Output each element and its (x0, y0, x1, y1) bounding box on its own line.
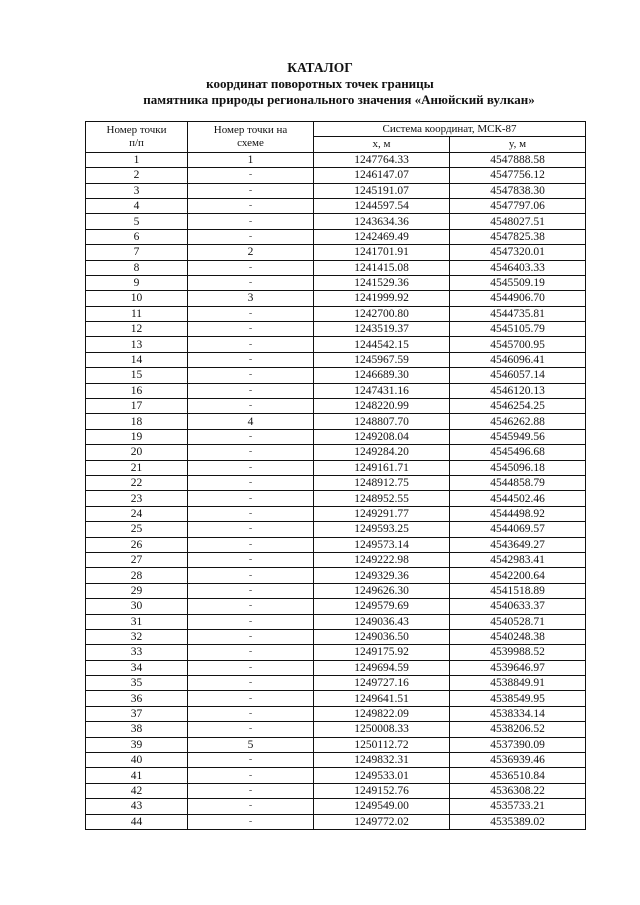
header-scheme-number-line1: Номер точки на (213, 123, 288, 136)
cell-x: 1249329.36 (314, 568, 450, 583)
cell-scheme-number: - (188, 599, 314, 614)
table-row (86, 460, 586, 475)
coordinates-table (85, 121, 586, 830)
cell-y: 4538549.95 (450, 691, 586, 706)
cell-x: 1249832.31 (314, 753, 450, 768)
cell-point-number: 19 (86, 429, 188, 444)
cell-scheme-number: - (188, 660, 314, 675)
cell-scheme-number: - (188, 168, 314, 183)
cell-scheme-number: - (188, 214, 314, 229)
cell-y: 4547797.06 (450, 198, 586, 213)
table-row (86, 229, 586, 244)
table-row (86, 691, 586, 706)
table-row (86, 183, 586, 198)
cell-y: 4547888.58 (450, 152, 586, 167)
cell-y: 4545096.18 (450, 460, 586, 475)
cell-y: 4546120.13 (450, 383, 586, 398)
cell-scheme-number: - (188, 522, 314, 537)
cell-scheme-number: - (188, 399, 314, 414)
cell-point-number: 37 (86, 706, 188, 721)
cell-point-number: 26 (86, 537, 188, 552)
cell-point-number: 18 (86, 414, 188, 429)
cell-scheme-number: - (188, 768, 314, 783)
cell-y: 4547756.12 (450, 168, 586, 183)
cell-scheme-number: - (188, 753, 314, 768)
cell-x: 1249533.01 (314, 768, 450, 783)
cell-x: 1249694.59 (314, 660, 450, 675)
cell-y: 4539646.97 (450, 660, 586, 675)
cell-point-number: 24 (86, 506, 188, 521)
table-row (86, 706, 586, 721)
table-row (86, 429, 586, 444)
cell-y: 4541518.89 (450, 583, 586, 598)
cell-x: 1244542.15 (314, 337, 450, 352)
cell-y: 4546403.33 (450, 260, 586, 275)
cell-point-number: 43 (86, 799, 188, 814)
cell-x: 1241701.91 (314, 245, 450, 260)
cell-scheme-number: - (188, 460, 314, 475)
cell-x: 1249822.09 (314, 706, 450, 721)
cell-y: 4545105.79 (450, 322, 586, 337)
table-row (86, 214, 586, 229)
cell-point-number: 42 (86, 783, 188, 798)
header-scheme-number-line2: схеме (237, 136, 264, 149)
cell-x: 1249208.04 (314, 429, 450, 444)
cell-point-number: 2 (86, 168, 188, 183)
cell-point-number: 13 (86, 337, 188, 352)
cell-scheme-number: - (188, 722, 314, 737)
cell-point-number: 41 (86, 768, 188, 783)
cell-y: 4545496.68 (450, 445, 586, 460)
cell-point-number: 4 (86, 198, 188, 213)
cell-scheme-number: - (188, 506, 314, 521)
cell-x: 1246689.30 (314, 368, 450, 383)
title-subtitle: координат поворотных точек границы (206, 76, 434, 91)
cell-y: 4536510.84 (450, 768, 586, 783)
table-row (86, 491, 586, 506)
cell-y: 4544858.79 (450, 475, 586, 490)
cell-scheme-number: 5 (188, 737, 314, 752)
cell-y: 4547825.38 (450, 229, 586, 244)
table-row (86, 660, 586, 675)
cell-point-number: 39 (86, 737, 188, 752)
cell-point-number: 17 (86, 399, 188, 414)
cell-x: 1249573.14 (314, 537, 450, 552)
cell-scheme-number: - (188, 614, 314, 629)
cell-x: 1243519.37 (314, 322, 450, 337)
cell-scheme-number: - (188, 383, 314, 398)
cell-y: 4543649.27 (450, 537, 586, 552)
cell-scheme-number: - (188, 368, 314, 383)
cell-point-number: 40 (86, 753, 188, 768)
cell-point-number: 3 (86, 183, 188, 198)
cell-y: 4544906.70 (450, 291, 586, 306)
cell-x: 1245967.59 (314, 352, 450, 367)
cell-y: 4546254.25 (450, 399, 586, 414)
cell-y: 4536939.46 (450, 753, 586, 768)
cell-scheme-number: - (188, 783, 314, 798)
cell-point-number: 21 (86, 460, 188, 475)
cell-y: 4547320.01 (450, 245, 586, 260)
cell-point-number: 15 (86, 368, 188, 383)
cell-y: 4546262.88 (450, 414, 586, 429)
table-body (86, 152, 586, 829)
cell-y: 4545509.19 (450, 275, 586, 290)
cell-point-number: 23 (86, 491, 188, 506)
table-row (86, 399, 586, 414)
cell-x: 1247764.33 (314, 152, 450, 167)
cell-x: 1248220.99 (314, 399, 450, 414)
table-row (86, 322, 586, 337)
cell-scheme-number: - (188, 799, 314, 814)
table-row (86, 383, 586, 398)
table-row (86, 629, 586, 644)
cell-x: 1249593.25 (314, 522, 450, 537)
cell-y: 4544735.81 (450, 306, 586, 321)
cell-y: 4546096.41 (450, 352, 586, 367)
cell-y: 4535389.02 (450, 814, 586, 829)
cell-scheme-number: - (188, 475, 314, 490)
cell-scheme-number: - (188, 814, 314, 829)
cell-x: 1249152.76 (314, 783, 450, 798)
table-header (86, 122, 586, 153)
cell-scheme-number: - (188, 676, 314, 691)
cell-point-number: 20 (86, 445, 188, 460)
cell-x: 1249579.69 (314, 599, 450, 614)
cell-x: 1249175.92 (314, 645, 450, 660)
cell-y: 4544069.57 (450, 522, 586, 537)
cell-point-number: 9 (86, 275, 188, 290)
table-row (86, 814, 586, 829)
table-row (86, 337, 586, 352)
cell-scheme-number: - (188, 306, 314, 321)
table-row (86, 198, 586, 213)
cell-point-number: 31 (86, 614, 188, 629)
cell-point-number: 14 (86, 352, 188, 367)
header-scheme-number (188, 122, 314, 153)
header-coordinate-system: Система координат, МСК-87 (314, 122, 586, 137)
cell-point-number: 8 (86, 260, 188, 275)
cell-point-number: 7 (86, 245, 188, 260)
cell-point-number: 28 (86, 568, 188, 583)
cell-x: 1249291.77 (314, 506, 450, 521)
cell-y: 4544498.92 (450, 506, 586, 521)
cell-scheme-number: - (188, 337, 314, 352)
cell-y: 4542200.64 (450, 568, 586, 583)
table-row (86, 614, 586, 629)
table-row (86, 306, 586, 321)
cell-scheme-number: - (188, 706, 314, 721)
table-row (86, 552, 586, 567)
cell-y: 4540528.71 (450, 614, 586, 629)
cell-x: 1249036.50 (314, 629, 450, 644)
cell-scheme-number: 4 (188, 414, 314, 429)
cell-y: 4538849.91 (450, 676, 586, 691)
table-row (86, 583, 586, 598)
cell-y: 4547838.30 (450, 183, 586, 198)
cell-scheme-number: - (188, 429, 314, 444)
cell-scheme-number: - (188, 229, 314, 244)
cell-scheme-number: 1 (188, 152, 314, 167)
cell-point-number: 35 (86, 676, 188, 691)
table-row (86, 445, 586, 460)
cell-x: 1249036.43 (314, 614, 450, 629)
cell-scheme-number: - (188, 583, 314, 598)
cell-point-number: 10 (86, 291, 188, 306)
title-object-name: памятника природы регионального значения «Анюйский вулкан» (143, 92, 535, 107)
table-row (86, 737, 586, 752)
cell-scheme-number: - (188, 537, 314, 552)
header-point-number-line2: п/п (129, 136, 144, 149)
cell-point-number: 1 (86, 152, 188, 167)
cell-x: 1242700.80 (314, 306, 450, 321)
table-row (86, 414, 586, 429)
cell-y: 4540248.38 (450, 629, 586, 644)
cell-point-number: 29 (86, 583, 188, 598)
cell-scheme-number: - (188, 183, 314, 198)
table-row (86, 537, 586, 552)
header-x: x, м (314, 137, 450, 152)
cell-y: 4542983.41 (450, 552, 586, 567)
cell-point-number: 12 (86, 322, 188, 337)
table-row (86, 260, 586, 275)
cell-y: 4546057.14 (450, 368, 586, 383)
cell-y: 4544502.46 (450, 491, 586, 506)
table-row (86, 753, 586, 768)
cell-x: 1250008.33 (314, 722, 450, 737)
cell-x: 1248807.70 (314, 414, 450, 429)
table-row (86, 368, 586, 383)
cell-y: 4538334.14 (450, 706, 586, 721)
cell-scheme-number: - (188, 568, 314, 583)
cell-x: 1249222.98 (314, 552, 450, 567)
cell-y: 4548027.51 (450, 214, 586, 229)
cell-y: 4535733.21 (450, 799, 586, 814)
cell-x: 1248952.55 (314, 491, 450, 506)
table-row (86, 599, 586, 614)
cell-x: 1245191.07 (314, 183, 450, 198)
cell-scheme-number: - (188, 322, 314, 337)
cell-x: 1246147.07 (314, 168, 450, 183)
cell-scheme-number: - (188, 198, 314, 213)
cell-x: 1244597.54 (314, 198, 450, 213)
cell-scheme-number: - (188, 491, 314, 506)
cell-y: 4539988.52 (450, 645, 586, 660)
cell-scheme-number: - (188, 645, 314, 660)
cell-point-number: 30 (86, 599, 188, 614)
cell-scheme-number: 3 (188, 291, 314, 306)
cell-point-number: 22 (86, 475, 188, 490)
table-row (86, 506, 586, 521)
cell-y: 4538206.52 (450, 722, 586, 737)
cell-scheme-number: - (188, 629, 314, 644)
cell-x: 1249626.30 (314, 583, 450, 598)
header-point-number (86, 122, 188, 153)
table-row (86, 676, 586, 691)
cell-x: 1250112.72 (314, 737, 450, 752)
header-y: y, м (450, 137, 586, 152)
cell-x: 1247431.16 (314, 383, 450, 398)
table-row (86, 352, 586, 367)
table-row (86, 768, 586, 783)
cell-scheme-number: - (188, 552, 314, 567)
title-main: КАТАЛОГ (287, 60, 353, 75)
cell-x: 1241415.08 (314, 260, 450, 275)
cell-scheme-number: - (188, 691, 314, 706)
cell-x: 1249161.71 (314, 460, 450, 475)
cell-point-number: 11 (86, 306, 188, 321)
cell-y: 4536308.22 (450, 783, 586, 798)
cell-point-number: 27 (86, 552, 188, 567)
cell-x: 1243634.36 (314, 214, 450, 229)
catalog-title (0, 60, 640, 108)
table-row (86, 245, 586, 260)
cell-point-number: 32 (86, 629, 188, 644)
cell-x: 1249727.16 (314, 676, 450, 691)
cell-point-number: 44 (86, 814, 188, 829)
cell-point-number: 36 (86, 691, 188, 706)
table-row (86, 568, 586, 583)
table-row (86, 645, 586, 660)
cell-x: 1241999.92 (314, 291, 450, 306)
cell-x: 1249641.51 (314, 691, 450, 706)
cell-y: 4545700.95 (450, 337, 586, 352)
table-row (86, 291, 586, 306)
table-row (86, 522, 586, 537)
cell-y: 4537390.09 (450, 737, 586, 752)
cell-point-number: 34 (86, 660, 188, 675)
table-row (86, 475, 586, 490)
cell-x: 1249284.20 (314, 445, 450, 460)
cell-x: 1248912.75 (314, 475, 450, 490)
cell-point-number: 16 (86, 383, 188, 398)
cell-x: 1241529.36 (314, 275, 450, 290)
table-row (86, 152, 586, 167)
cell-scheme-number: 2 (188, 245, 314, 260)
cell-point-number: 33 (86, 645, 188, 660)
cell-x: 1242469.49 (314, 229, 450, 244)
cell-point-number: 38 (86, 722, 188, 737)
cell-point-number: 5 (86, 214, 188, 229)
header-point-number-line1: Номер точки (106, 123, 167, 136)
cell-point-number: 25 (86, 522, 188, 537)
table-row (86, 799, 586, 814)
cell-x: 1249549.00 (314, 799, 450, 814)
cell-point-number: 6 (86, 229, 188, 244)
cell-x: 1249772.02 (314, 814, 450, 829)
cell-scheme-number: - (188, 275, 314, 290)
table-row (86, 783, 586, 798)
cell-scheme-number: - (188, 260, 314, 275)
cell-scheme-number: - (188, 352, 314, 367)
table-row (86, 168, 586, 183)
cell-y: 4545949.56 (450, 429, 586, 444)
table-row (86, 275, 586, 290)
table-row (86, 722, 586, 737)
cell-scheme-number: - (188, 445, 314, 460)
cell-y: 4540633.37 (450, 599, 586, 614)
